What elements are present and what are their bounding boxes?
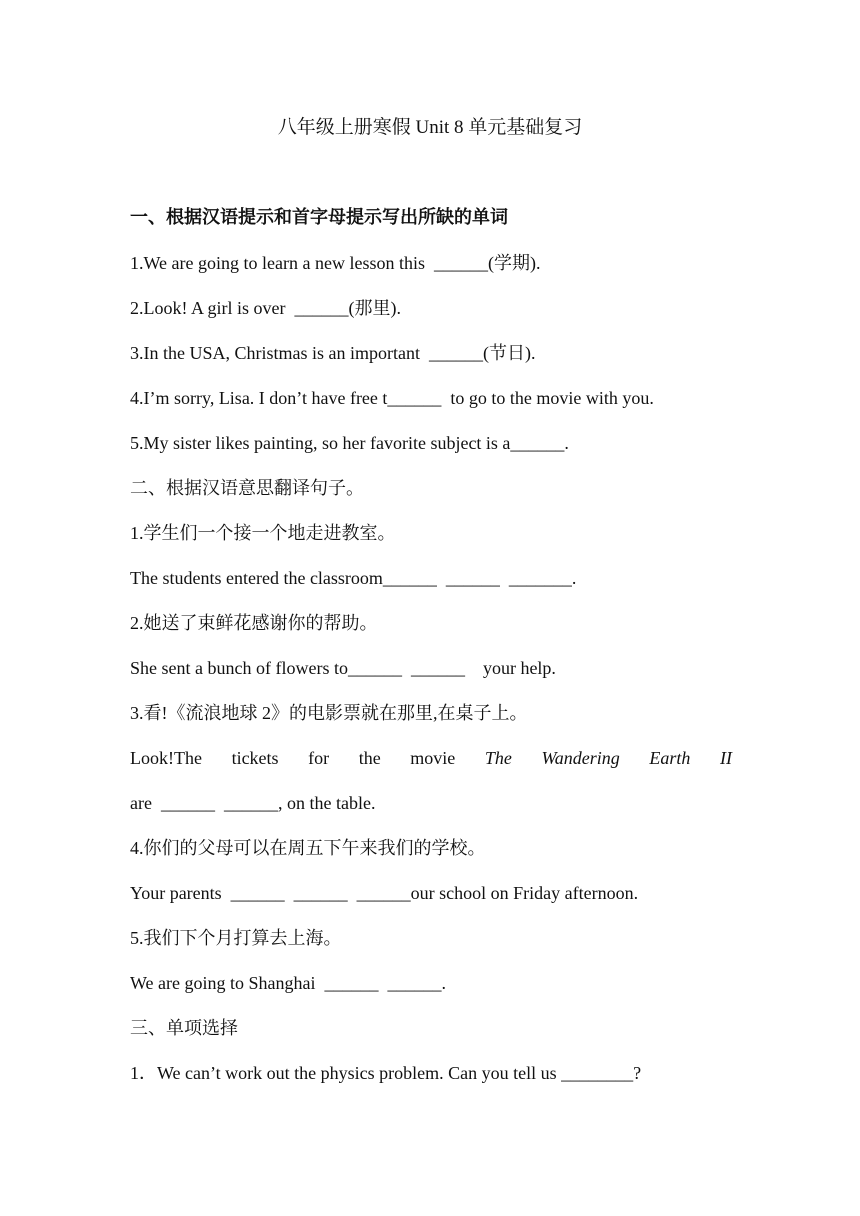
section-2-item-5-cn: 5.我们下个月打算去上海。 xyxy=(130,928,342,948)
section-1-item-1: 1.We are going to learn a new lesson this ______(学期). xyxy=(130,253,541,273)
section-2-item-2-en: She sent a bunch of flowers to______ ______ your help. xyxy=(130,658,556,678)
section-1-heading: 一、根据汉语提示和首字母提示写出所缺的单词 xyxy=(130,207,508,227)
movie-title-word: II xyxy=(719,748,732,768)
section-1-item-4: 4.I’m sorry, Lisa. I don’t have free t______ to go to the movie with you. xyxy=(130,388,654,408)
section-2-item-5-en: We are going to Shanghai ______ ______. xyxy=(130,973,447,993)
section-2-item-3-en-cont: are ______ ______, on the table. xyxy=(130,793,376,813)
section-3-item-1: 1．We can’t work out the physics problem. Can you tell us ________? xyxy=(130,1063,642,1083)
word: the xyxy=(358,748,381,768)
page-title: 八年级上册寒假 Unit 8 单元基础复习 xyxy=(277,117,583,138)
movie-title-word: Earth xyxy=(649,748,691,768)
section-2-item-4-en: Your parents ______ ______ ______our school on Friday afternoon. xyxy=(130,883,639,903)
section-2-item-2-cn: 2.她送了束鲜花感谢你的帮助。 xyxy=(130,613,378,633)
section-3-heading: 三、单项选择 xyxy=(130,1018,238,1038)
word: for xyxy=(308,748,330,768)
section-2-item-3-cn: 3.看!《流浪地球 2》的电影票就在那里,在桌子上。 xyxy=(130,703,528,723)
section-2-item-1-cn: 1.学生们一个接一个地走进教室。 xyxy=(130,523,396,543)
section-2-item-4-cn: 4.你们的父母可以在周五下午来我们的学校。 xyxy=(130,838,486,858)
word: tickets xyxy=(231,748,279,768)
section-1-item-5: 5.My sister likes painting, so her favorite subject is a______. xyxy=(130,433,569,453)
section-2-item-1-en: The students entered the classroom______ ______ _______. xyxy=(130,568,577,588)
word: Look!The xyxy=(130,748,202,768)
word: movie xyxy=(410,748,456,768)
section-2-heading: 二、根据汉语意思翻译句子。 xyxy=(130,478,364,498)
movie-title-word: The xyxy=(484,748,512,768)
movie-title-word: Wandering xyxy=(541,748,620,768)
section-2-item-3-en xyxy=(130,746,732,770)
section-1-item-3: 3.In the USA, Christmas is an important ______(节日). xyxy=(130,343,536,363)
section-1-item-2: 2.Look! A girl is over ______(那里). xyxy=(130,298,401,318)
